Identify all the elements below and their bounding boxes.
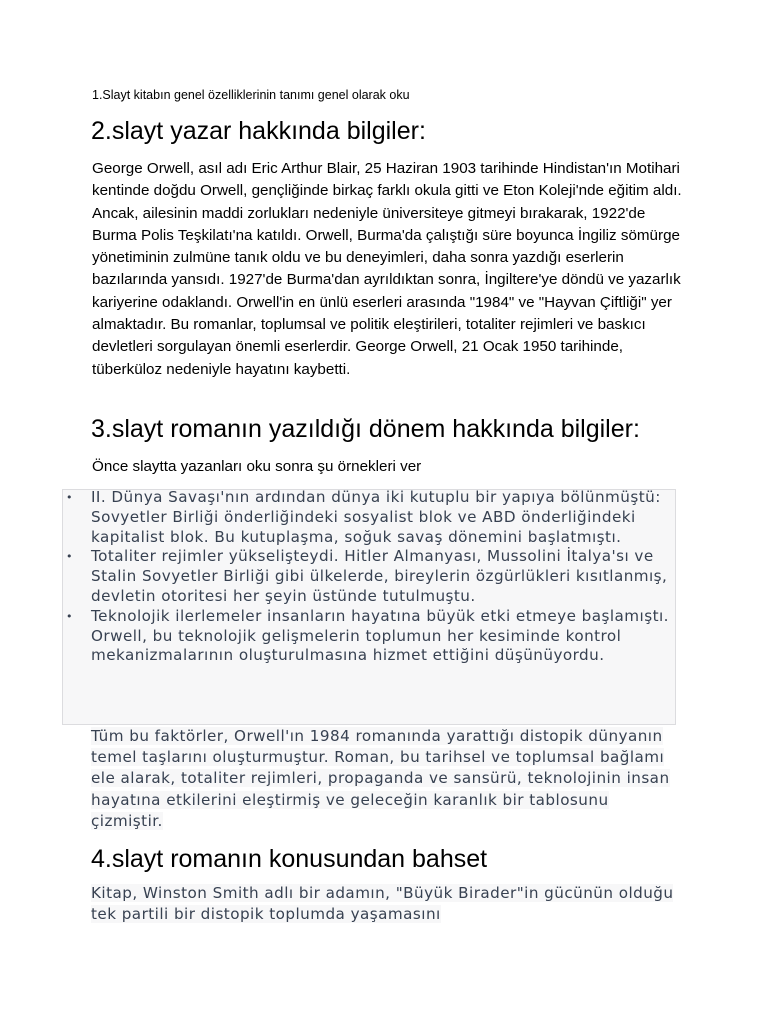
section-heading-period: 3.slayt romanın yazıldığı dönem hakkında bilgiler:: [91, 415, 640, 443]
list-item-text: Teknolojik ilerlemeler insanların hayatına büyük etki etmeye başlamıştı. Orwell, bu teknolojik gelişmelerin toplumun her kesiminde kontrol mekanizmalarının oluşturulmasına hizmet ettiğini düşünüyordu.: [91, 606, 669, 665]
slide-note: 1.Slayt kitabın genel özelliklerinin tanımı genel olarak oku: [92, 88, 410, 102]
period-intro: Önce slaytta yazanları oku sonra şu örnekleri ver: [92, 458, 422, 475]
list-item-text: Totaliter rejimler yükselişteydi. Hitler Almanyası, Mussolini İtalya'sı ve Stalin Sovyetler Birliği gibi ülkelerde, bireylerin özgürlükleri kısıtlanmış, devletin otoritesi her şeyin üstünde tutulmuştu.: [91, 547, 668, 605]
period-bullet-list: [62, 488, 674, 666]
bullet-icon: •: [66, 609, 73, 623]
bullet-icon: •: [66, 550, 73, 564]
section-heading-author: 2.slayt yazar hakkında bilgiler:: [91, 117, 426, 145]
list-item: [62, 488, 674, 547]
list-item: [62, 547, 674, 606]
list-item-text: II. Dünya Savaşı'nın ardından dünya iki kutuplu bir yapıya bölünmüştü: Sovyetler Birliği önderliğindeki sosyalist blok ve ABD önderliğindeki kapitalist blok. Bu kutuplaşma, soğuk savaş dönemini başlatmıştı.: [91, 488, 661, 546]
bullet-icon: •: [66, 491, 73, 504]
author-paragraph: George Orwell, asıl adı Eric Arthur Blair, 25 Haziran 1903 tarihinde Hindistan'ın Motihari kentinde doğdu Orwell, gençliğinde birkaç farklı okula gitti ve Eton Koleji'nde eğitim aldı. Ancak, ailesinin maddi zorlukları nedeniyle üniversiteye gitmeyi bırakarak, 1922'de Burma Polis Teşkilatı'na katıldı. Orwell, Burma'da çalıştığı süre boyunca İngiliz sömürge yönetiminin zulmüne tanık oldu ve bu deneyimleri, daha sonra yazdığı eserlerin bazılarında yansıdı. 1927'de Burma'dan ayrıldıktan sonra, İngiltere'ye döndü ve yazarlık kariyerine odaklandı. Orwell'in en ünlü eserleri arasında "1984" ve "Hayvan Çiftliği" yer almaktadır. Bu romanlar, toplumsal ve politik eleştirileri, totaliter rejimleri ve baskıcı devletleri sorgulayan önemli eserlerdir. George Orwell, 21 Ocak 1950 tarihinde, tüberküloz nedeniyle hayatını kaybetti.: [92, 160, 682, 378]
plot-paragraph-text: Kitap, Winston Smith adlı bir adamın, "Büyük Birader"in gücünün olduğu tek partili bir distopik toplumda yaşamasını: [91, 884, 674, 924]
list-item: [62, 607, 674, 666]
period-summary-text: Tüm bu faktörler, Orwell'ın 1984 romanında yarattığı distopik dünyanın temel taşlarını oluşturmuştur. Roman, bu tarihsel ve toplumsal bağlamı ele alarak, totaliter rejimleri, propaganda ve sansürü, teknolojinin insan hayatına etkilerini eleştirmiş ve geleceğin karanlık bir tablosunu çizmiştir.: [91, 727, 670, 830]
section-heading-plot: 4.slayt romanın konusundan bahset: [91, 845, 488, 873]
plot-paragraph: [91, 883, 681, 925]
period-summary-paragraph: [91, 726, 681, 832]
